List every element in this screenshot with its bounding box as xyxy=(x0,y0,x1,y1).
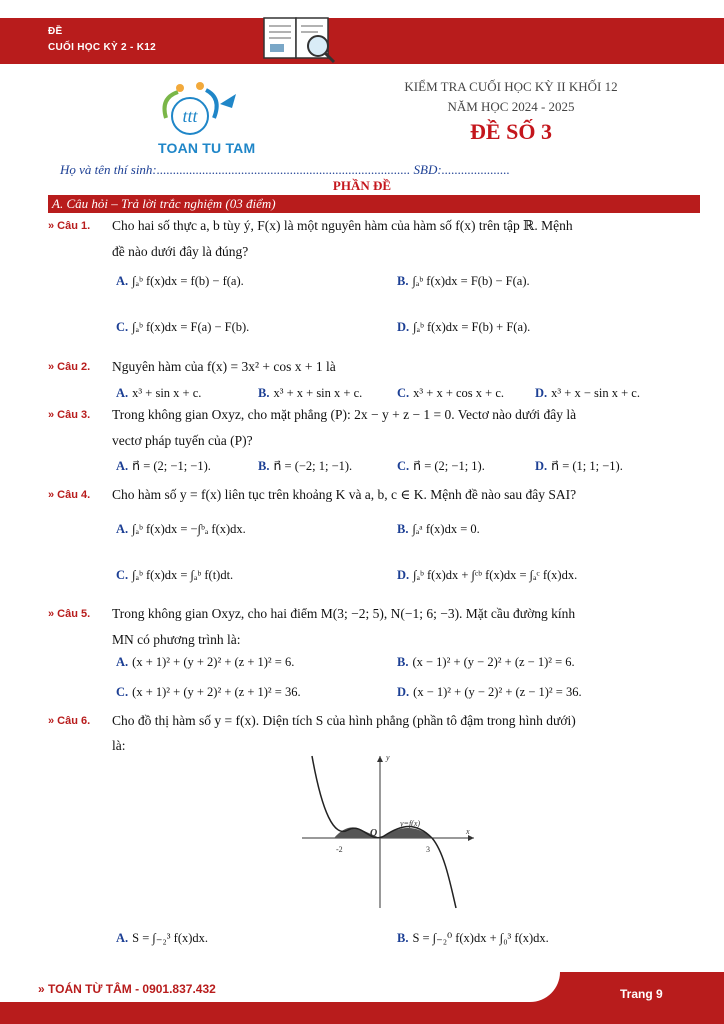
exam-number: ĐỀ SỐ 3 xyxy=(470,119,552,144)
option-text: S = ∫₋₂³ f(x)dx. xyxy=(132,931,209,945)
page-number: Trang 9 xyxy=(620,987,663,1001)
option-text: n⃗ = (−2; 1; −1). xyxy=(273,459,353,473)
question-text: Cho hai số thực a, b tùy ý, F(x) là một nguyên hàm của hàm số f(x) trên tập ℝ. Mệnh xyxy=(112,218,573,233)
option-d xyxy=(535,458,623,474)
option-text: (x − 1)² + (y − 2)² + (z − 1)² = 6. xyxy=(412,655,575,669)
question-text: đề nào dưới đây là đúng? xyxy=(112,244,249,259)
option-label: A. xyxy=(116,931,129,945)
option-text: ∫ₐᵇ f(x)dx = F(a) − F(b). xyxy=(132,320,250,334)
book-icon xyxy=(258,8,338,68)
option-text: n⃗ = (1; 1; −1). xyxy=(551,459,623,473)
question-number: » Câu 3. xyxy=(48,409,91,421)
header-band xyxy=(0,18,724,64)
option-label: A. xyxy=(116,459,129,473)
question-text: Cho hàm số y = f(x) liên tục trên khoảng K và a, b, c ∈ K. Mệnh đề nào sau đây SAI? xyxy=(112,487,577,502)
root-label-left: -2 xyxy=(336,845,343,854)
question-text: Trong không gian Oxyz, cho hai điểm M(3; −2; 5), N(−1; 6; −3). Mặt cầu đường kính xyxy=(112,606,576,621)
student-info-line: Họ và tên thí sinh:.............................................................................. SBD:..................... xyxy=(60,162,510,177)
curve xyxy=(312,756,456,908)
option-label: A. xyxy=(116,274,129,288)
option-text: x³ + x + sin x + c. xyxy=(273,386,363,400)
option-text: n⃗ = (2; −1; 1). xyxy=(413,459,485,473)
option-text: (x − 1)² + (y − 2)² + (z − 1)² = 36. xyxy=(413,685,582,699)
option-a xyxy=(116,522,246,537)
exam-title: KIỂM TRA CUỐI HỌC KỲ II KHỐI 12 xyxy=(404,79,618,94)
option-c xyxy=(397,386,504,401)
option-b xyxy=(258,386,362,401)
option-text: x³ + sin x + c. xyxy=(132,386,202,400)
option-c xyxy=(116,320,249,335)
y-label: y xyxy=(386,753,390,762)
function-graph xyxy=(298,752,478,912)
option-label: D. xyxy=(397,568,410,582)
option-d xyxy=(397,685,582,700)
option-label: C. xyxy=(397,459,410,473)
question-number: » Câu 2. xyxy=(48,361,91,373)
option-label: B. xyxy=(397,274,409,288)
option-b xyxy=(397,274,530,289)
part-title: PHẦN ĐỀ xyxy=(332,178,392,193)
logo-text: TOAN TU TAM xyxy=(158,140,256,156)
option-label: B. xyxy=(397,655,409,669)
header-label-2: CUỐI HỌC KỲ 2 - K12 xyxy=(48,42,156,53)
option-a xyxy=(116,274,244,289)
x-label: x xyxy=(466,827,470,836)
option-d xyxy=(397,568,577,583)
option-b xyxy=(397,930,549,946)
option-d xyxy=(535,386,640,401)
question-text: Trong không gian Oxyz, cho mặt phẳng (P): 2x − y + z − 1 = 0. Vectơ nào dưới đây là xyxy=(112,407,577,422)
option-c xyxy=(116,568,233,583)
option-b xyxy=(397,522,480,537)
question-number: » Câu 1. xyxy=(48,220,91,232)
option-a xyxy=(116,386,201,401)
option-text: ∫ₐᵃ f(x)dx = 0. xyxy=(412,522,480,536)
question-text: Cho đồ thị hàm số y = f(x). Diện tích S của hình phẳng (phần tô đậm trong hình dưới) xyxy=(112,713,576,728)
option-label: C. xyxy=(397,386,410,400)
option-label: D. xyxy=(535,459,548,473)
option-label: D. xyxy=(397,685,410,699)
option-text: (x + 1)² + (y + 2)² + (z + 1)² = 36. xyxy=(132,685,301,699)
svg-text:ttt: ttt xyxy=(182,106,198,126)
header-label-1: ĐỀ xyxy=(48,26,63,37)
option-c xyxy=(397,458,485,474)
option-b xyxy=(397,655,575,670)
option-text: ∫ₐᵇ f(x)dx + ∫ᶜᵇ f(x)dx = ∫ₐᶜ f(x)dx. xyxy=(413,568,578,582)
option-b xyxy=(258,458,352,474)
option-text: x³ + x − sin x + c. xyxy=(551,386,640,400)
question-text: Nguyên hàm của f(x) = 3x² + cos x + 1 là xyxy=(112,359,336,374)
school-year: NĂM HỌC 2024 - 2025 xyxy=(447,99,575,114)
option-label: C. xyxy=(116,568,129,582)
option-text: ∫ₐᵇ f(x)dx = −∫ᵇₐ f(x)dx. xyxy=(132,522,246,536)
option-label: A. xyxy=(116,386,129,400)
option-label: B. xyxy=(258,386,270,400)
origin-label: O xyxy=(370,828,378,839)
option-label: C. xyxy=(116,685,129,699)
question-text: là: xyxy=(112,738,126,753)
option-text: S = ∫₋₂⁰ f(x)dx + ∫₀³ f(x)dx. xyxy=(412,931,549,945)
option-label: A. xyxy=(116,655,129,669)
curve-label: y=f(x) xyxy=(400,819,421,828)
footer-contact: » TOÁN TỪ TÂM - 0901.837.432 xyxy=(38,982,216,996)
option-text: ∫ₐᵇ f(x)dx = ∫ₐᵇ f(t)dt. xyxy=(132,568,234,582)
option-label: D. xyxy=(535,386,548,400)
y-axis-arrow-icon xyxy=(377,756,383,762)
option-label: A. xyxy=(116,522,129,536)
root-label-right: 3 xyxy=(426,845,430,854)
option-text: ∫ₐᵇ f(x)dx = F(b) + F(a). xyxy=(413,320,531,334)
option-c xyxy=(116,685,301,700)
option-text: x³ + x + cos x + c. xyxy=(413,386,505,400)
option-text: n⃗ = (2; −1; −1). xyxy=(132,459,211,473)
question-number: » Câu 5. xyxy=(48,608,91,620)
question-number: » Câu 6. xyxy=(48,715,91,727)
option-text: ∫ₐᵇ f(x)dx = f(b) − f(a). xyxy=(132,274,244,288)
option-text: (x + 1)² + (y + 2)² + (z + 1)² = 6. xyxy=(132,655,295,669)
question-number: » Câu 4. xyxy=(48,489,91,501)
option-label: B. xyxy=(397,522,409,536)
option-label: D. xyxy=(397,320,410,334)
question-text: MN có phương trình là: xyxy=(112,632,241,647)
option-label: B. xyxy=(397,931,409,945)
option-a xyxy=(116,655,294,670)
section-bar: A. Câu hỏi – Trả lời trắc nghiệm (03 điểm) xyxy=(48,195,700,213)
question-text: vectơ pháp tuyến của (P)? xyxy=(112,433,253,448)
option-text: ∫ₐᵇ f(x)dx = F(b) − F(a). xyxy=(412,274,530,288)
option-label: B. xyxy=(258,459,270,473)
option-d xyxy=(397,320,530,335)
option-a xyxy=(116,930,208,946)
option-label: C. xyxy=(116,320,129,334)
option-a xyxy=(116,458,211,474)
